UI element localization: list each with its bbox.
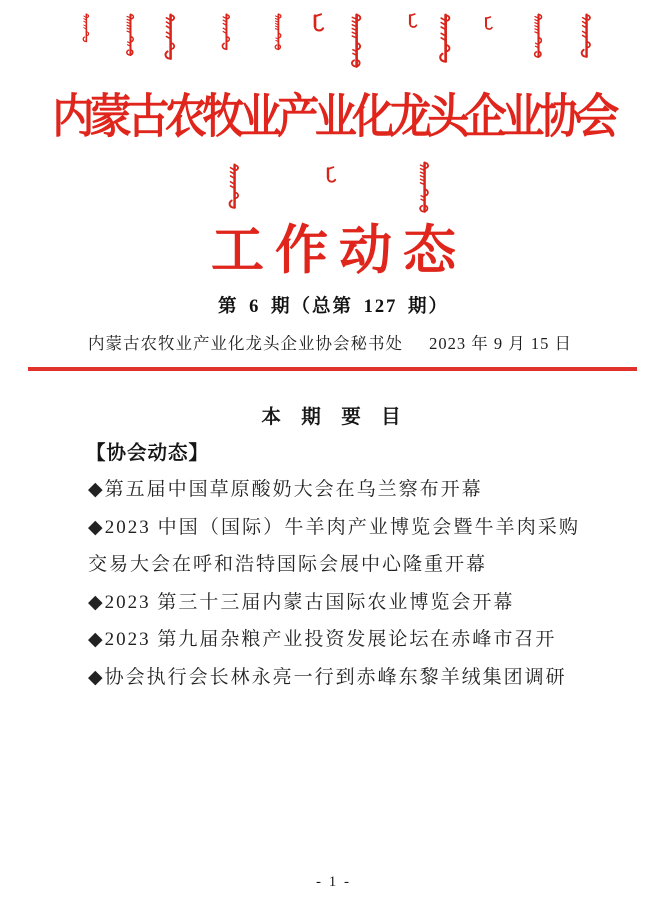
toc-item: ◆第五届中国草原酸奶大会在乌兰察布开幕 [88,479,483,500]
masthead-divider-rule [28,367,637,371]
mongolian-word [410,14,416,27]
mongolian-word [83,14,88,41]
toc-heading: 本 期 要 目 [261,406,406,428]
toc-item: ◆2023 中国（国际）牛羊肉产业博览会暨牛羊肉采购交易大会在呼和浩特国际会展中心隆重开幕 [88,516,580,576]
mongolian-word [127,14,134,55]
mongolian-word [230,165,238,208]
toc-item: ◆2023 第九届杂粮产业投资发展论坛在赤峰市召开 [88,629,557,651]
publisher-row [0,330,667,354]
toc-section-title: 【协会动态】 [86,442,210,464]
toc-item: ◆协会执行会长林永亮一行到赤峰东黎羊绒集团调研 [88,666,567,688]
mongolian-word [166,15,175,59]
mongolian-word [420,163,428,212]
toc-list [88,471,580,697]
page-number: - 1 - [316,874,351,890]
bulletin-title: 工作动态 [211,222,467,280]
mongolian-word [352,15,360,67]
mongolian-word [315,14,323,30]
mongolian-word [486,17,492,29]
organization-title: 内蒙古农牧业产业化龙头企业协会 [52,92,615,144]
issue-number-line: 第 6 期（总第 127 期） [217,297,449,317]
toc-item: ◆2023 第三十三届内蒙古国际农业博览会开幕 [88,591,515,613]
mongolian-word [275,14,281,49]
publish-date: 2023 年 9 月 15 日 [429,334,572,353]
mongolian-word [222,14,229,49]
publisher-name: 内蒙古农牧业产业化龙头企业协会秘书处 [88,334,403,353]
mongolian-word [535,15,542,57]
mongolian-word [440,15,449,62]
mongolian-script-header [0,12,667,74]
mongolian-word [328,167,335,181]
mongolian-word [582,15,590,57]
